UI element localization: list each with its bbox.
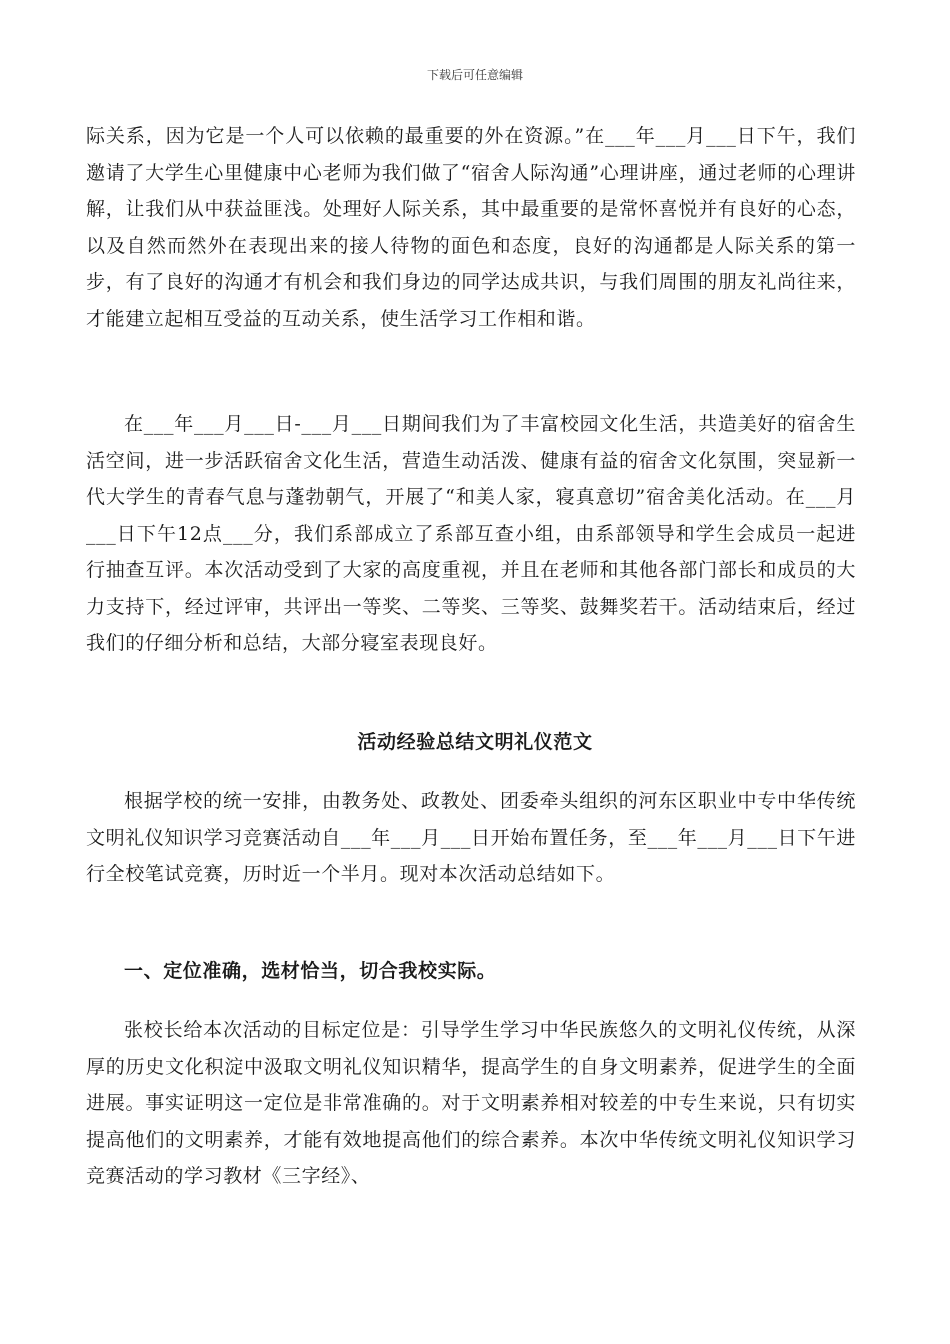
- paragraph-etiquette-intro: 根据学校的统一安排，由教务处、政教处、团委牵头组织的河东区职业中专中华传统文明礼仪知识学习竞赛活动自___年___月___日开始布置任务，至___年___月___日下午进行全校笔试竞赛，历时近一个半月。现对本次活动总结如下。: [86, 790, 856, 885]
- paragraph-goal-positioning: 张校长给本次活动的目标定位是：引导学生学习中华民族悠久的文明礼仪传统，从深厚的历史文化积淀中汲取文明礼仪知识精华，提高学生的自身文明素养，促进学生的全面进展。事实证明这一定位是非常准确的。对于文明素养相对较差的中专生来说，只有切实提高他们的文明素养，才能有效地提高他们的综合素养。本次中华传统文明礼仪知识学习竞赛活动的学习教材《三字经》、: [86, 1019, 856, 1187]
- paragraph-dorm-beautification: 在___年___月___日-___月___日期间我们为了丰富校园文化生活，共造美好的宿舍生活空间，进一步活跃宿舍文化生活，营造生动活泼、健康有益的宿舍文化氛围，突显新一代大学生的青春气息与蓬勃朝气，开展了“和美人家，寝真意切”宿舍美化活动。在___月___日下午12点___分，我们系部成立了系部互查小组，由系部领导和学生会成员一起进行抽查互评。本次活动受到了大家的高度重视，并且在老师和其他各部门部长和成员的大力支持下，经过评审，共评出一等奖、二等奖、三等奖、鼓舞奖若干。活动结束后，经过我们的仔细分析和总结，大部分寝室表现良好。: [86, 413, 856, 654]
- section-title: 活动经验总结文明礼仪范文: [357, 731, 593, 753]
- page-header-note: 下载后可任意编辑: [426, 68, 523, 82]
- subheading-positioning: 一、定位准确，选材恰当，切合我校实际。: [124, 960, 497, 982]
- paragraph-interpersonal-lecture: 际关系，因为它是一个人可以依赖的最重要的外在资源。”在___年___月___日下午，我们邀请了大学生心里健康中心老师为我们做了“宿舍人际沟通”心理讲座，通过老师的心理讲解，让我们从中获益匪浅。处理好人际关系，其中最重要的是常怀喜悦并有良好的心态，以及自然而然外在表现出来的接人待物的面色和态度，良好的沟通都是人际关系的第一步，有了良好的沟通才有机会和我们身边的同学达成共识，与我们周围的朋友礼尚往来，才能建立起相互受益的互动关系，使生活学习工作相和谐。: [86, 125, 856, 330]
